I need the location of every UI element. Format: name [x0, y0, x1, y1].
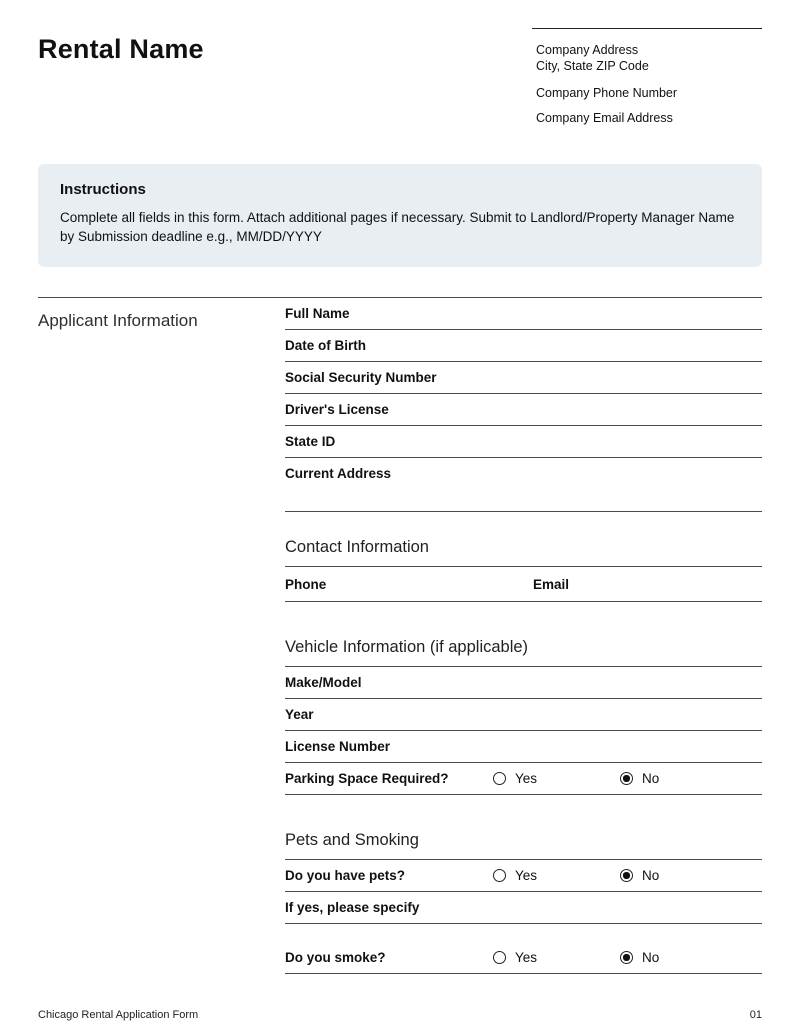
field-row [285, 731, 762, 763]
smoke-question-row [285, 942, 762, 974]
field-row [285, 892, 762, 924]
state-id-label: State ID [285, 434, 336, 449]
smoke-question-label: Do you smoke? [285, 950, 386, 965]
pets-specify-label: If yes, please specify [285, 900, 420, 915]
footer-page-number: 01 [749, 1009, 762, 1021]
field-row [285, 330, 762, 362]
company-phone: Company Phone Number [536, 86, 678, 100]
drivers-license-label: Driver's License [285, 402, 389, 417]
instructions-box [38, 164, 762, 267]
pets-question-label: Do you have pets? [285, 868, 406, 883]
company-info-block [532, 28, 762, 126]
vehicle-section-title: Vehicle Information (if applicable) [285, 638, 762, 667]
current-address-label: Current Address [285, 466, 392, 481]
radio-unchecked-icon[interactable] [493, 772, 506, 785]
date-of-birth-field[interactable] [366, 330, 762, 361]
license-number-field[interactable] [390, 731, 762, 762]
section-label-column [38, 298, 285, 974]
full-name-label: Full Name [285, 306, 350, 321]
radio-checked-icon[interactable] [620, 951, 633, 964]
parking-no-radio[interactable] [620, 771, 659, 786]
pets-specify-field[interactable] [419, 892, 762, 923]
smoke-yes-label: Yes [515, 950, 538, 965]
field-row [285, 667, 762, 699]
ssn-field[interactable] [437, 362, 762, 393]
pets-yes-label: Yes [515, 868, 538, 883]
instructions-body: Complete all fields in this form. Attach additional pages if necessary. Submit to Landlord/Property Manager Name by Submission deadline e.g., MM/DD/YYYY [60, 210, 735, 244]
pets-yes-radio[interactable] [493, 868, 620, 883]
parking-question-label: Parking Space Required? [285, 771, 449, 786]
radio-checked-icon[interactable] [620, 772, 633, 785]
instructions-title: Instructions [60, 181, 146, 198]
radio-unchecked-icon[interactable] [493, 869, 506, 882]
year-field[interactable] [314, 699, 762, 730]
email-label: Email [533, 576, 570, 592]
field-row [285, 394, 762, 426]
field-row [285, 567, 762, 602]
form-body [38, 298, 762, 974]
radio-checked-icon[interactable] [620, 869, 633, 882]
applicant-section-title: Applicant Information [38, 311, 198, 330]
pets-question-row [285, 860, 762, 892]
make-model-label: Make/Model [285, 675, 362, 690]
pets-smoking-section-title: Pets and Smoking [285, 831, 762, 860]
parking-yes-label: Yes [515, 771, 538, 786]
parking-yes-radio[interactable] [493, 771, 620, 786]
current-address-field[interactable] [391, 466, 762, 511]
smoke-no-radio[interactable] [620, 950, 659, 965]
parking-question-row [285, 763, 762, 795]
drivers-license-field[interactable] [389, 394, 762, 425]
company-address: Company Address [536, 43, 639, 57]
phone-label: Phone [285, 576, 327, 592]
page-header [38, 28, 762, 126]
field-row [285, 426, 762, 458]
date-of-birth-label: Date of Birth [285, 338, 366, 353]
full-name-field[interactable] [350, 298, 762, 329]
company-city-state-zip: City, State ZIP Code [536, 59, 649, 73]
pets-no-radio[interactable] [620, 868, 659, 883]
field-row [285, 699, 762, 731]
field-row [285, 458, 762, 512]
field-row [285, 362, 762, 394]
year-label: Year [285, 707, 314, 722]
radio-unchecked-icon[interactable] [493, 951, 506, 964]
footer-document-title: Chicago Rental Application Form [38, 1009, 199, 1021]
state-id-field[interactable] [335, 426, 762, 457]
parking-no-label: No [642, 771, 660, 786]
ssn-label: Social Security Number [285, 370, 437, 385]
field-row [285, 298, 762, 330]
rental-name-title: Rental Name [38, 34, 204, 64]
contact-section-title: Contact Information [285, 538, 762, 567]
pets-no-label: No [642, 868, 660, 883]
make-model-field[interactable] [362, 667, 762, 698]
page-footer [38, 1009, 762, 1021]
form-fields-column [285, 298, 762, 974]
smoke-yes-radio[interactable] [493, 950, 620, 965]
company-email: Company Email Address [536, 111, 673, 125]
smoke-no-label: No [642, 950, 660, 965]
license-number-label: License Number [285, 739, 391, 754]
